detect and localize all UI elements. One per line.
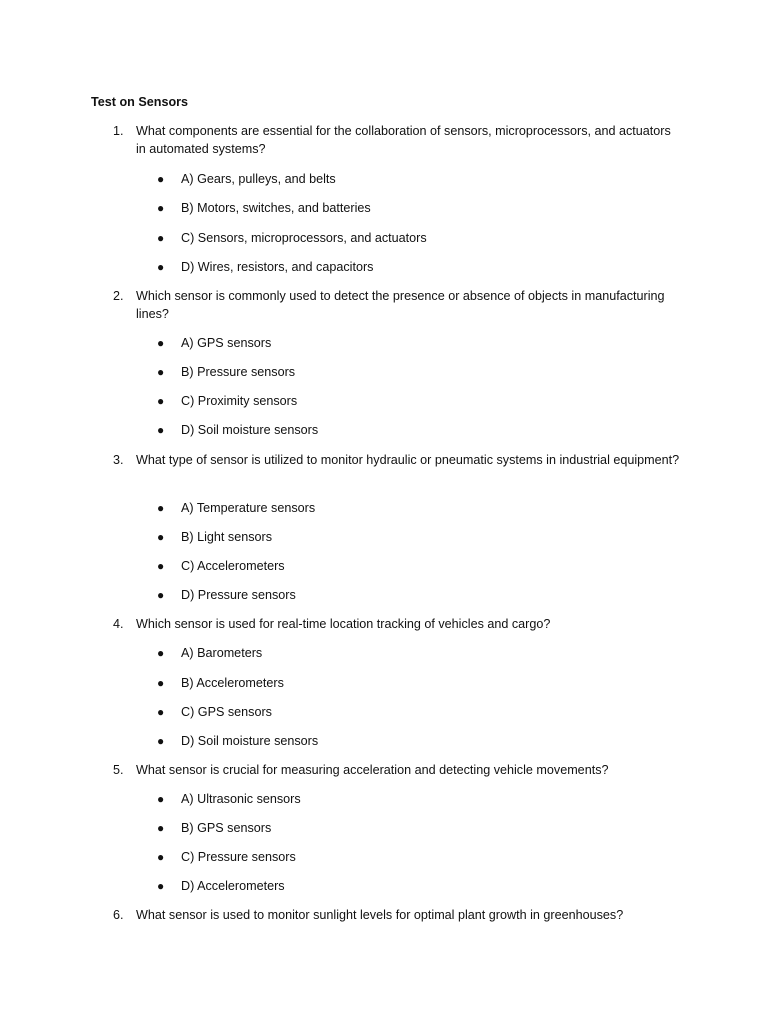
option-text: B) Accelerometers <box>181 676 284 690</box>
option-text: C) Proximity sensors <box>181 394 298 408</box>
bullet-icon: ● <box>157 260 165 274</box>
document-title: Test on Sensors <box>91 95 189 109</box>
option-item <box>0 334 768 352</box>
option-item <box>0 644 768 662</box>
bullet-icon: ● <box>157 588 165 602</box>
bullet-icon: ● <box>157 501 165 515</box>
option-item <box>0 392 768 410</box>
bullet-icon: ● <box>157 394 165 408</box>
bullet-icon: ● <box>157 646 165 660</box>
bullet-icon: ● <box>157 336 165 350</box>
option-text: B) Motors, switches, and batteries <box>181 201 371 215</box>
option-item <box>0 732 768 750</box>
bullet-icon: ● <box>157 423 165 437</box>
option-item <box>0 877 768 895</box>
option-item <box>0 703 768 721</box>
option-text: D) Accelerometers <box>181 879 285 893</box>
option-item <box>0 499 768 517</box>
bullet-icon: ● <box>157 879 165 893</box>
question-number: 5. <box>113 763 124 777</box>
question-text: What type of sensor is utilized to monitor hydraulic or pneumatic systems in industrial equipment? <box>136 453 680 467</box>
question-number: 2. <box>113 289 124 303</box>
option-text: A) Temperature sensors <box>181 501 316 515</box>
bullet-icon: ● <box>157 530 165 544</box>
bullet-icon: ● <box>157 559 165 573</box>
bullet-icon: ● <box>157 231 165 245</box>
option-item <box>0 586 768 604</box>
option-text: A) Barometers <box>181 646 263 660</box>
question-text: What sensor is crucial for measuring acceleration and detecting vehicle movements? <box>136 763 609 777</box>
option-item <box>0 819 768 837</box>
bullet-icon: ● <box>157 172 165 186</box>
question-number: 1. <box>113 124 124 138</box>
question-number: 6. <box>113 908 124 922</box>
option-item <box>0 421 768 439</box>
bullet-icon: ● <box>157 365 165 379</box>
option-text: A) Ultrasonic sensors <box>181 792 301 806</box>
option-item <box>0 557 768 575</box>
option-item <box>0 674 768 692</box>
option-text: C) GPS sensors <box>181 705 272 719</box>
question-text: Which sensor is commonly used to detect the presence or absence of objects in manufacturing lines? <box>136 289 665 321</box>
option-text: B) GPS sensors <box>181 821 272 835</box>
bullet-icon: ● <box>157 201 165 215</box>
bullet-icon: ● <box>157 705 165 719</box>
option-text: C) Sensors, microprocessors, and actuators <box>181 231 427 245</box>
question-number: 3. <box>113 453 124 467</box>
option-text: D) Soil moisture sensors <box>181 734 319 748</box>
option-item <box>0 258 768 276</box>
option-text: B) Light sensors <box>181 530 272 544</box>
question-text: What components are essential for the collaboration of sensors, microprocessors, and actuators in automated systems? <box>136 124 671 156</box>
option-item <box>0 363 768 381</box>
option-text: D) Wires, resistors, and capacitors <box>181 260 374 274</box>
option-text: C) Pressure sensors <box>181 850 296 864</box>
question-number: 4. <box>113 617 124 631</box>
option-text: B) Pressure sensors <box>181 365 296 379</box>
option-item <box>0 229 768 247</box>
option-item <box>0 528 768 546</box>
option-text: D) Pressure sensors <box>181 588 296 602</box>
option-item <box>0 170 768 188</box>
question-text: What sensor is used to monitor sunlight levels for optimal plant growth in greenhouses? <box>136 908 624 922</box>
option-text: A) GPS sensors <box>181 336 272 350</box>
question-text: Which sensor is used for real-time location tracking of vehicles and cargo? <box>136 617 551 631</box>
bullet-icon: ● <box>157 676 165 690</box>
bullet-icon: ● <box>157 792 165 806</box>
option-text: A) Gears, pulleys, and belts <box>181 172 336 186</box>
option-item <box>0 199 768 217</box>
bullet-icon: ● <box>157 821 165 835</box>
option-text: D) Soil moisture sensors <box>181 423 319 437</box>
bullet-icon: ● <box>157 734 165 748</box>
option-text: C) Accelerometers <box>181 559 285 573</box>
option-item <box>0 848 768 866</box>
bullet-icon: ● <box>157 850 165 864</box>
option-item <box>0 790 768 808</box>
